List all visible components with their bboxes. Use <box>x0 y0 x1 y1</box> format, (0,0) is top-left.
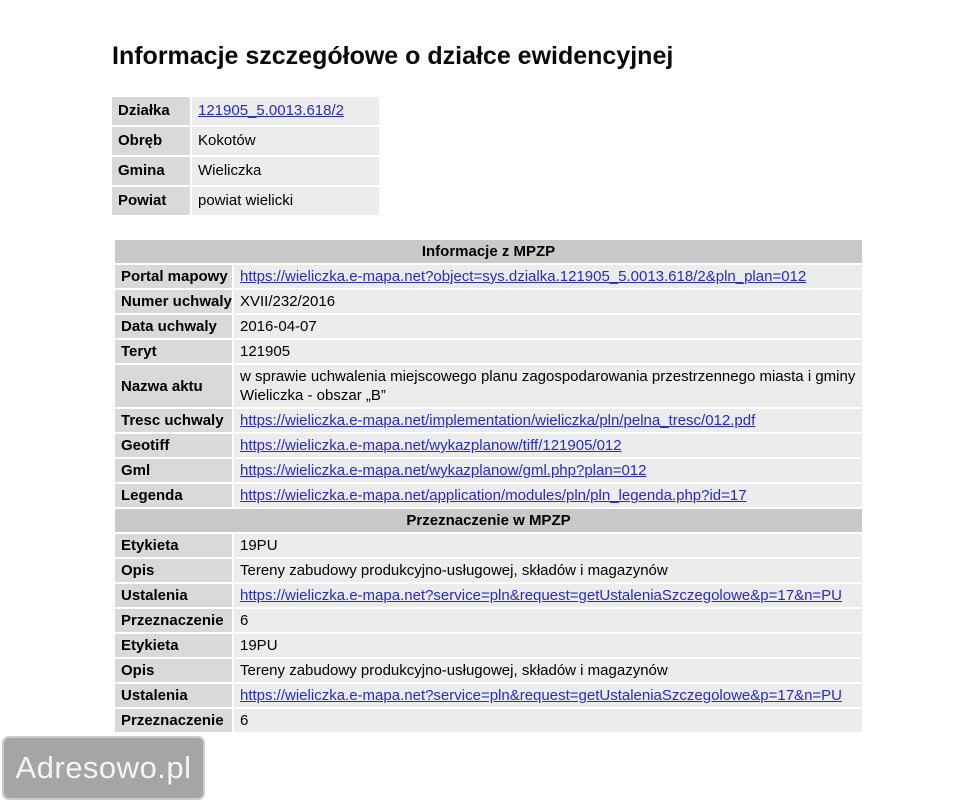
table-row <box>115 434 862 457</box>
row-value: XVII/232/2016 <box>234 290 862 313</box>
row-label: Etykieta <box>115 634 232 657</box>
row-label: Geotiff <box>115 434 232 457</box>
table-row <box>115 559 862 582</box>
table-row <box>115 484 862 507</box>
table-row <box>115 459 862 482</box>
table-row <box>115 315 862 338</box>
row-value: Wieliczka <box>192 157 379 185</box>
row-value: Tereny zabudowy produkcyjno-usługowej, składów i magazynów <box>234 559 862 582</box>
table-row <box>115 365 862 407</box>
row-value: powiat wielicki <box>192 187 379 215</box>
page-title: Informacje szczegółowe o działce ewidencyjnej <box>112 42 674 70</box>
parcel-summary-table <box>110 95 381 217</box>
row-label: Powiat <box>112 187 190 215</box>
row-label: Legenda <box>115 484 232 507</box>
row-value: 2016-04-07 <box>234 315 862 338</box>
value-link[interactable]: https://wieliczka.e-mapa.net?service=pln&request=getUstaleniaSzczegolowe&p=17&n=PU <box>240 587 843 604</box>
table-row <box>115 634 862 657</box>
table-row <box>115 340 862 363</box>
table-row <box>112 97 379 125</box>
row-value <box>234 434 862 457</box>
row-label: Opis <box>115 559 232 582</box>
table-row <box>115 584 862 607</box>
row-value <box>234 584 862 607</box>
row-value <box>234 265 862 288</box>
section-header: Przeznaczenie w MPZP <box>115 509 862 532</box>
row-label: Teryt <box>115 340 232 363</box>
section-header: Informacje z MPZP <box>115 240 862 263</box>
parcel-summary-body <box>112 97 379 215</box>
row-value: 6 <box>234 609 862 632</box>
row-label: Działka <box>112 97 190 125</box>
value-link[interactable]: 121905_5.0013.618/2 <box>198 102 344 119</box>
table-row <box>112 127 379 155</box>
table-row <box>115 709 862 732</box>
table-row <box>115 240 862 263</box>
row-label: Ustalenia <box>115 584 232 607</box>
row-label: Przeznaczenie <box>115 609 232 632</box>
adresowo-watermark <box>2 736 205 800</box>
row-value: Tereny zabudowy produkcyjno-usługowej, składów i magazynów <box>234 659 862 682</box>
row-value: 121905 <box>234 340 862 363</box>
row-value: Kokotów <box>192 127 379 155</box>
row-value <box>234 459 862 482</box>
value-link[interactable]: https://wieliczka.e-mapa.net/wykazplanow/tiff/121905/012 <box>240 437 622 454</box>
row-label: Nazwa aktu <box>115 365 232 407</box>
table-row <box>112 187 379 215</box>
value-link[interactable]: https://wieliczka.e-mapa.net/implementation/wieliczka/pln/pelna_tresc/012.pdf <box>240 412 756 429</box>
row-label: Data uchwaly <box>115 315 232 338</box>
table-row <box>115 684 862 707</box>
value-link[interactable]: https://wieliczka.e-mapa.net/application/modules/pln/pln_legenda.php?id=17 <box>240 487 747 504</box>
row-label: Obręb <box>112 127 190 155</box>
row-value <box>192 97 379 125</box>
row-label: Tresc uchwaly <box>115 409 232 432</box>
row-value: w sprawie uchwalenia miejscowego planu zagospodarowania przestrzennego miasta i gminy Wieliczka - obszar „B” <box>234 365 862 407</box>
row-value <box>234 409 862 432</box>
table-row <box>115 659 862 682</box>
row-label: Portal mapowy <box>115 265 232 288</box>
row-label: Przeznaczenie <box>115 709 232 732</box>
row-label: Opis <box>115 659 232 682</box>
table-row <box>115 509 862 532</box>
mpzp-info-table <box>113 238 864 734</box>
mpzp-info-body <box>115 240 862 732</box>
row-value <box>234 484 862 507</box>
value-link[interactable]: https://wieliczka.e-mapa.net?service=pln&request=getUstaleniaSzczegolowe&p=17&n=PU <box>240 687 843 704</box>
row-value <box>234 684 862 707</box>
row-label: Gmina <box>112 157 190 185</box>
adresowo-watermark-label: Adresowo.pl <box>15 750 192 785</box>
row-label: Ustalenia <box>115 684 232 707</box>
value-link[interactable]: https://wieliczka.e-mapa.net?object=sys.dzialka.121905_5.0013.618/2&pln_plan=012 <box>240 268 807 285</box>
table-row <box>115 290 862 313</box>
row-value: 19PU <box>234 534 862 557</box>
table-row <box>115 409 862 432</box>
row-label: Gml <box>115 459 232 482</box>
value-link[interactable]: https://wieliczka.e-mapa.net/wykazplanow/gml.php?plan=012 <box>240 462 647 479</box>
row-label: Numer uchwaly <box>115 290 232 313</box>
row-value: 6 <box>234 709 862 732</box>
table-row <box>115 609 862 632</box>
row-value: 19PU <box>234 634 862 657</box>
table-row <box>115 265 862 288</box>
table-row <box>115 534 862 557</box>
table-row <box>112 157 379 185</box>
row-label: Etykieta <box>115 534 232 557</box>
